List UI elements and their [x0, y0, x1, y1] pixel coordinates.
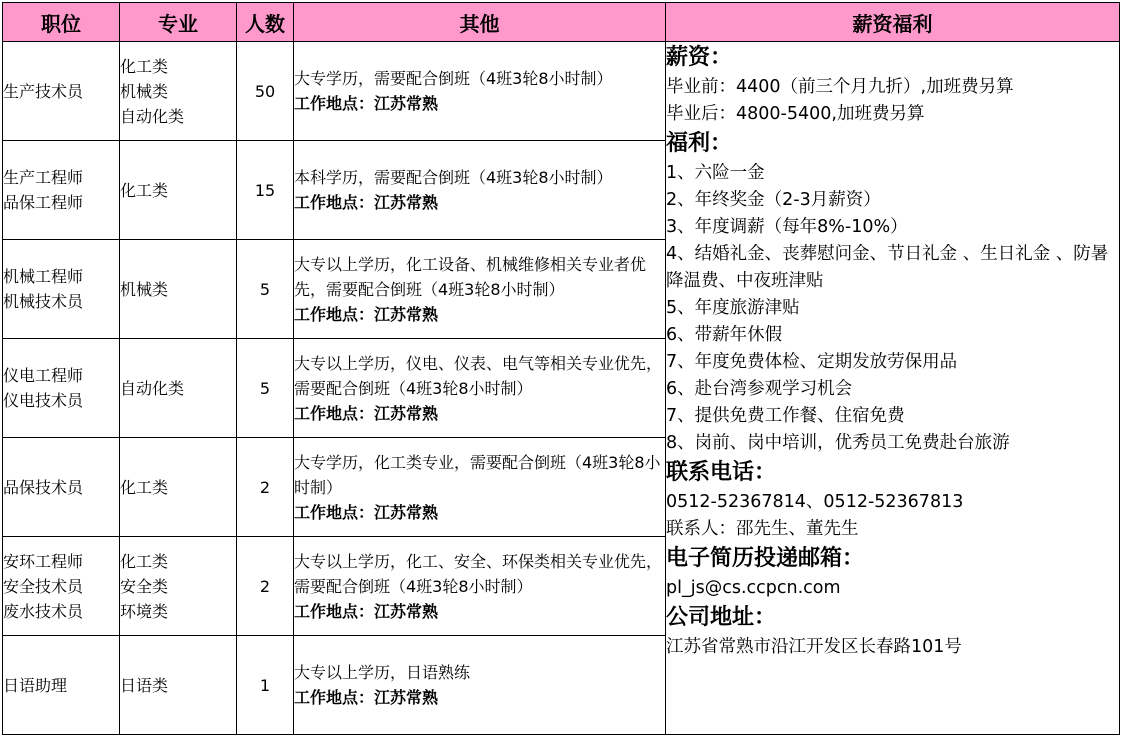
requirement-text: 大专以上学历，化工设备、机械维修相关专业者优先，需要配合倒班（4班3轮8小时制）	[294, 254, 647, 299]
email-heading: 电子简历投递邮箱：	[666, 546, 865, 571]
welfare-item: 7、提供免费工作餐、住宿免费	[666, 406, 905, 426]
position-cell	[3, 339, 120, 438]
requirement-text: 大专学历，需要配合倒班（4班3轮8小时制）	[294, 69, 613, 88]
headcount-cell: 5	[237, 339, 294, 438]
position-name: 废水技术员	[3, 601, 84, 621]
requirement-text: 大专以上学历，化工、安全、环保类相关专业优先，需要配合倒班（4班3轮8小时制）	[294, 551, 663, 596]
position-name: 品保工程师	[3, 193, 84, 212]
resume-email: pl_js@cs.ccpcn.com	[666, 578, 841, 598]
header-other: 其他	[294, 3, 666, 42]
salary-before-graduation: 毕业前：4400（前三个月九折）,加班费另算	[666, 77, 1014, 97]
major-name: 化工类	[120, 56, 169, 76]
major-name: 化工类	[120, 477, 169, 497]
major-name: 化工类	[120, 551, 169, 571]
position-name: 仪电工程师	[3, 366, 84, 385]
work-location: 工作地点：江苏常熟	[294, 304, 439, 324]
requirement-cell	[294, 438, 666, 537]
major-cell	[120, 240, 237, 339]
work-location: 工作地点：江苏常熟	[294, 193, 439, 212]
welfare-item: 3、年度调薪（每年8%-10%）	[666, 217, 908, 237]
welfare-item: 4、结婚礼金、丧葬慰问金、节日礼金 、生日礼金 、防暑降温费、中夜班津贴	[666, 244, 1109, 291]
requirement-text: 大专以上学历，日语熟练	[294, 663, 471, 682]
phone-numbers: 0512-52367814、0512-52367813	[666, 492, 964, 512]
position-cell	[3, 636, 120, 735]
major-name: 自动化类	[120, 378, 185, 398]
headcount-cell: 1	[237, 636, 294, 735]
requirement-cell	[294, 42, 666, 141]
headcount-cell: 15	[237, 141, 294, 240]
major-cell	[120, 636, 237, 735]
header-position: 职位	[3, 3, 120, 42]
requirement-cell	[294, 240, 666, 339]
welfare-item: 8、岗前、岗中培训，优秀员工免费赴台旅游	[666, 433, 1010, 453]
requirement-text: 大专以上学历，仪电、仪表、电气等相关专业优先，需要配合倒班（4班3轮8小时制）	[294, 353, 663, 398]
requirement-text: 本科学历，需要配合倒班（4班3轮8小时制）	[294, 168, 613, 187]
welfare-item: 1、六险一金	[666, 163, 765, 183]
recruitment-table	[2, 2, 1120, 735]
position-cell	[3, 141, 120, 240]
welfare-heading: 福利：	[666, 131, 733, 156]
major-name: 环境类	[120, 601, 169, 621]
major-name: 机械类	[120, 279, 169, 299]
major-cell	[120, 141, 237, 240]
table-row	[3, 42, 1120, 141]
welfare-item: 6、带薪年休假	[666, 325, 783, 345]
position-cell	[3, 240, 120, 339]
phone-heading: 联系电话：	[666, 460, 777, 485]
company-address: 江苏省常熟市沿江开发区长春路101号	[666, 637, 962, 657]
major-name: 日语类	[120, 675, 169, 695]
position-name: 品保技术员	[3, 477, 84, 497]
major-cell	[120, 42, 237, 141]
work-location: 工作地点：江苏常熟	[294, 601, 439, 621]
welfare-item: 6、赴台湾参观学习机会	[666, 379, 853, 399]
position-cell	[3, 438, 120, 537]
requirement-cell	[294, 537, 666, 636]
major-cell	[120, 438, 237, 537]
headcount-cell: 5	[237, 240, 294, 339]
major-name: 化工类	[120, 180, 169, 200]
work-location: 工作地点：江苏常熟	[294, 403, 439, 423]
header-count: 人数	[237, 3, 294, 42]
requirement-cell	[294, 141, 666, 240]
salary-after-graduation: 毕业后：4800-5400,加班费另算	[666, 104, 925, 124]
requirement-cell	[294, 339, 666, 438]
position-cell	[3, 42, 120, 141]
welfare-item: 2、年终奖金（2-3月薪资）	[666, 190, 881, 210]
position-name: 生产技术员	[3, 81, 84, 101]
work-location: 工作地点：江苏常熟	[294, 502, 439, 522]
header-row	[3, 3, 1120, 42]
address-heading: 公司地址：	[666, 605, 777, 630]
position-name: 仪电技术员	[3, 391, 84, 410]
position-name: 日语助理	[3, 675, 68, 695]
requirement-cell	[294, 636, 666, 735]
work-location: 工作地点：江苏常熟	[294, 94, 439, 113]
benefits-panel	[666, 42, 1120, 735]
work-location: 工作地点：江苏常熟	[294, 688, 439, 707]
position-name: 机械工程师	[3, 267, 84, 286]
contact-persons: 联系人：邵先生、董先生	[666, 519, 859, 539]
welfare-item: 5、年度旅游津贴	[666, 298, 800, 318]
position-cell	[3, 537, 120, 636]
headcount-cell: 2	[237, 537, 294, 636]
major-name: 安全类	[120, 576, 169, 596]
headcount-cell: 50	[237, 42, 294, 141]
position-name: 安环工程师	[3, 551, 84, 571]
headcount-cell: 2	[237, 438, 294, 537]
header-major: 专业	[120, 3, 237, 42]
major-name: 机械类	[120, 81, 169, 101]
header-benefits: 薪资福利	[666, 3, 1120, 42]
position-name: 安全技术员	[3, 576, 84, 596]
major-cell	[120, 537, 237, 636]
position-name: 生产工程师	[3, 168, 84, 187]
welfare-item: 7、年度免费体检、定期发放劳保用品	[666, 352, 958, 372]
major-cell	[120, 339, 237, 438]
major-name: 自动化类	[120, 106, 185, 126]
salary-heading: 薪资：	[666, 45, 733, 70]
requirement-text: 大专学历，化工类专业，需要配合倒班（4班3轮8小时制）	[294, 452, 661, 497]
position-name: 机械技术员	[3, 292, 84, 311]
